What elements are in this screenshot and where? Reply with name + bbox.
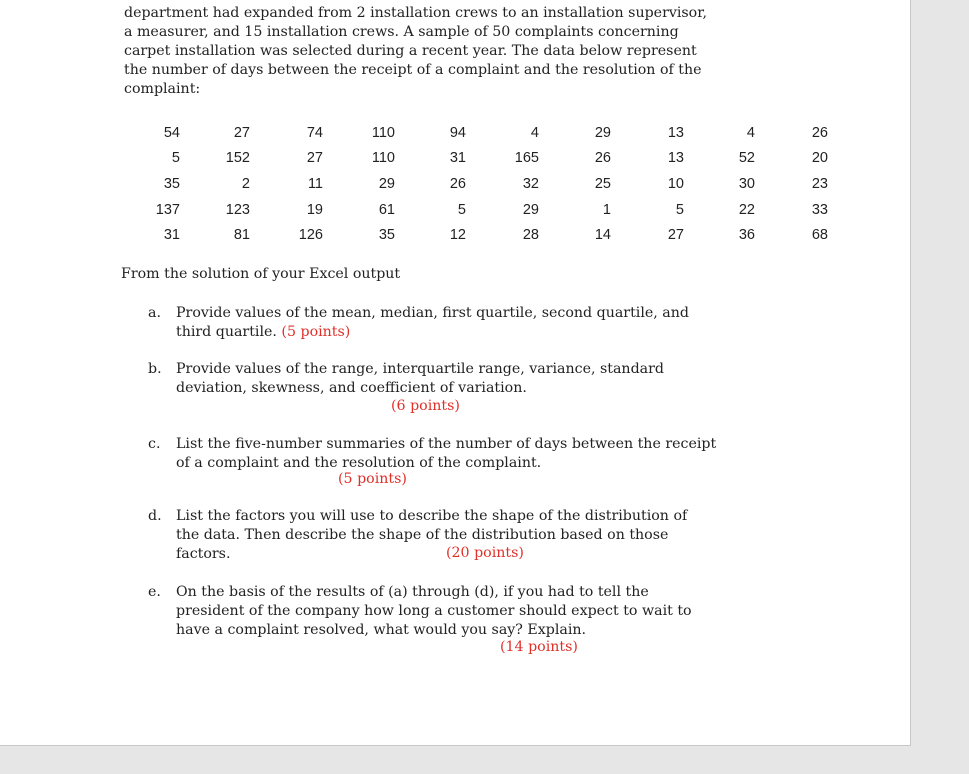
table-cell: 94 <box>449 124 466 141</box>
complaint-days-table <box>100 120 828 248</box>
table-row <box>100 120 828 146</box>
table-cell: 110 <box>371 124 395 141</box>
question-c <box>148 435 789 473</box>
table-cell: 137 <box>155 201 180 218</box>
table-cell: 68 <box>811 227 828 244</box>
intro-line: department had expanded from 2 installation crews to an installation supervisor, <box>124 5 707 21</box>
question-text: have a complaint resolved, what would you say? Explain. <box>176 622 587 638</box>
question-text: On the basis of the results of (a) through (d), if you had to tell the <box>176 584 649 600</box>
table-cell: 32 <box>522 175 539 192</box>
points-label: (20 points) <box>446 545 524 561</box>
question-letter: e. <box>148 584 161 600</box>
table-cell: 126 <box>298 227 323 244</box>
table-cell: 27 <box>306 150 323 167</box>
table-cell: 26 <box>449 175 466 192</box>
question-text: third quartile. <box>176 324 277 340</box>
points-label: (5 points) <box>281 324 351 340</box>
table-cell: 74 <box>306 124 323 141</box>
intro-paragraph <box>124 4 789 99</box>
table-cell: 20 <box>811 150 828 167</box>
table-cell: 33 <box>811 201 828 218</box>
table-cell: 25 <box>594 175 611 192</box>
table-row <box>100 197 828 223</box>
table-cell: 29 <box>522 201 539 218</box>
table-cell: 36 <box>738 227 755 244</box>
table-row <box>100 171 828 197</box>
intro-line: complaint: <box>124 81 201 97</box>
from-excel-output-text: From the solution of your Excel output <box>121 266 401 282</box>
table-cell: 31 <box>163 227 180 244</box>
question-b <box>148 360 789 398</box>
question-e <box>148 583 789 640</box>
intro-line: carpet installation was selected during a recent year. The data below represent <box>124 43 697 59</box>
question-text: Provide values of the mean, median, first quartile, second quartile, and <box>176 305 689 321</box>
table-cell: 26 <box>811 124 828 141</box>
table-cell: 29 <box>378 175 395 192</box>
question-letter: d. <box>148 508 162 524</box>
question-text: of a complaint and the resolution of the complaint. <box>176 455 542 471</box>
table-cell: 14 <box>594 227 611 244</box>
question-letter: a. <box>148 305 161 321</box>
table-cell: 35 <box>378 227 395 244</box>
question-text: deviation, skewness, and coefficient of variation. <box>176 380 527 396</box>
table-cell: 13 <box>667 150 684 167</box>
table-cell: 52 <box>738 150 755 167</box>
question-text: List the factors you will use to describe the shape of the distribution of <box>176 508 688 524</box>
table-cell: 5 <box>171 150 180 167</box>
table-cell: 10 <box>667 175 684 192</box>
points-label: (5 points) <box>338 471 407 487</box>
question-letter: c. <box>148 436 161 452</box>
table-cell: 26 <box>594 150 611 167</box>
question-text: Provide values of the range, interquartile range, variance, standard <box>176 361 664 377</box>
table-cell: 4 <box>746 124 755 141</box>
table-cell: 29 <box>594 124 611 141</box>
table-cell: 35 <box>163 175 180 192</box>
table-cell: 27 <box>667 227 684 244</box>
table-cell: 30 <box>738 175 755 192</box>
table-cell: 27 <box>233 124 250 141</box>
table-cell: 110 <box>371 150 395 167</box>
table-row <box>100 146 828 172</box>
table-cell: 13 <box>667 124 684 141</box>
table-cell: 1 <box>602 201 611 218</box>
table-cell: 28 <box>522 227 539 244</box>
question-text: president of the company how long a customer should expect to wait to <box>176 603 692 619</box>
table-cell: 31 <box>449 150 466 167</box>
table-cell: 11 <box>307 175 323 192</box>
table-cell: 19 <box>306 201 323 218</box>
points-label: (6 points) <box>391 398 460 414</box>
table-cell: 152 <box>225 150 250 167</box>
intro-line: a measurer, and 15 installation crews. A sample of 50 complaints concerning <box>124 24 679 40</box>
question-letter: b. <box>148 361 162 377</box>
table-cell: 4 <box>530 124 539 141</box>
table-cell: 5 <box>457 201 466 218</box>
intro-line: the number of days between the receipt of a complaint and the resolution of the <box>124 62 702 78</box>
table-cell: 54 <box>163 124 180 141</box>
question-text: List the five-number summaries of the number of days between the receipt <box>176 436 717 452</box>
question-text: factors. <box>176 546 231 562</box>
table-row <box>100 222 828 248</box>
table-cell: 5 <box>675 201 684 218</box>
table-cell: 12 <box>449 227 466 244</box>
table-cell: 23 <box>811 175 828 192</box>
points-label: (14 points) <box>500 639 578 655</box>
table-cell: 2 <box>241 175 250 192</box>
question-a <box>148 304 789 342</box>
table-cell: 123 <box>225 201 250 218</box>
table-cell: 22 <box>738 201 755 218</box>
table-cell: 165 <box>514 150 539 167</box>
question-text: the data. Then describe the shape of the distribution based on those <box>176 527 669 543</box>
table-cell: 81 <box>233 227 250 244</box>
table-cell: 61 <box>378 201 395 218</box>
